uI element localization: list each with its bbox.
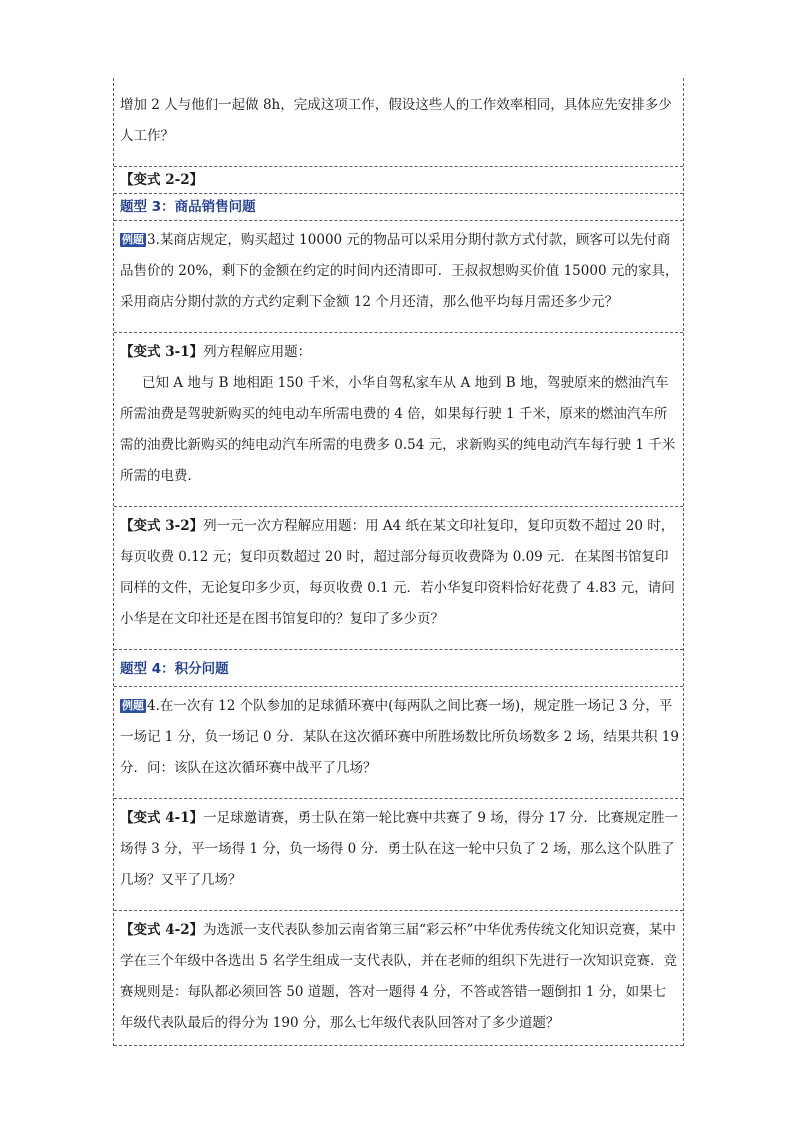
variant-3-2 xyxy=(114,507,683,650)
variant-4-1 xyxy=(114,799,683,911)
example-3 xyxy=(114,221,683,333)
section-title: 题型 4：积分问题 xyxy=(120,661,229,677)
section-title: 题型 3：商品销售问题 xyxy=(120,199,256,215)
variant-3-1 xyxy=(114,333,683,507)
variant-text: 一足球邀请赛，勇士队在第一轮比赛中共赛了 9 场，得分 17 分．比赛规定胜一场得 3 分，平一场得 1 分，负一场得 0 分．勇士队在这一轮中只负了 2 场，那么这个队胜了几场？又平了几场？ xyxy=(120,810,679,888)
variant-label: 【变式 3-2】 xyxy=(120,518,204,534)
variant-2-2 xyxy=(114,167,683,194)
problem-text: 增加 2 人与他们一起做 8h，完成这项工作，假设这些人的工作效率相同，具体应先安排多少人工作？ xyxy=(120,97,672,144)
variant-text: 为选派一支代表队参加云南省第三届“彩云杯”中华优秀传统文化知识竞赛，某中学在三个年级中各选出 5 名学生组成一支代表队，并在老师的组织下先进行一次知识竞赛．竞赛规则是：每队都必须回答 50 道题，答对一题得 4 分，不答或答错一题倒扣 1 分，如果七年级代表队最后的得分为 190 分，那么七年级代表队回答对了多少道题？ xyxy=(120,922,678,1031)
variant-label: 【变式 3-1】 xyxy=(120,344,204,360)
variant-text: 列一元一次方程解应用题：用 A4 纸在某文印社复印，复印页数不超过 20 时，每页收费 0.12 元；复印页数超过 20 时，超过部分每页收费降为 0.09 元．在某图书馆复印同样的文件，无论复印多少页，每页收费 0.1 元．若小华复印资料恰好花费了 4.83 元，请问小华是在文印社还是在图书馆复印的？复印了多少页？ xyxy=(120,518,675,627)
variant-label: 【变式 4-1】 xyxy=(120,810,204,826)
variant-4-2 xyxy=(114,911,683,1046)
problem-continuation xyxy=(114,78,683,167)
variant-label: 【变式 4-2】 xyxy=(120,922,204,938)
example-badge: 例题 xyxy=(122,233,144,246)
example-4 xyxy=(114,687,683,799)
example-badge: 例题 xyxy=(122,699,144,712)
section-title-3 xyxy=(114,194,683,221)
example-text: 4.在一次有 12 个队参加的足球循环赛中(每两队之间比赛一场)，规定胜一场记 3 分，平一场记 1 分，负一场记 0 分．某队在这次循环赛中所胜场数比所负场数多 2 场，结果共积 19 分．问：该队在这次循环赛中战平了几场？ xyxy=(120,698,679,776)
example-text: 3.某商店规定，购买超过 10000 元的物品可以采用分期付款方式付款，顾客可以先付商品售价的 20%，剩下的金额在约定的时间内还清即可．王叔叔想购买价值 15000 元的家具，采用商店分期付款的方式约定剩下金额 12 个月还清，那么他平均每月需还多少元？ xyxy=(120,232,679,310)
variant-lead: 列方程解应用题： xyxy=(203,344,312,360)
question-table xyxy=(113,78,684,1046)
variant-label: 【变式 2-2】 xyxy=(120,172,204,188)
section-title-4 xyxy=(114,650,683,687)
variant-text: 已知 A 地与 B 地相距 150 千米，小华自驾私家车从 A 地到 B 地，驾驶原来的燃油汽车所需油费是驾驶新购买的纯电动车所需电费的 4 倍，如果每行驶 1 千米，原来的燃油汽车所需的油费比新购买的纯电动汽车所需的电费多 0.54 元，求新购买的纯电动汽车每行驶 1 千米所需的电费． xyxy=(120,375,676,484)
